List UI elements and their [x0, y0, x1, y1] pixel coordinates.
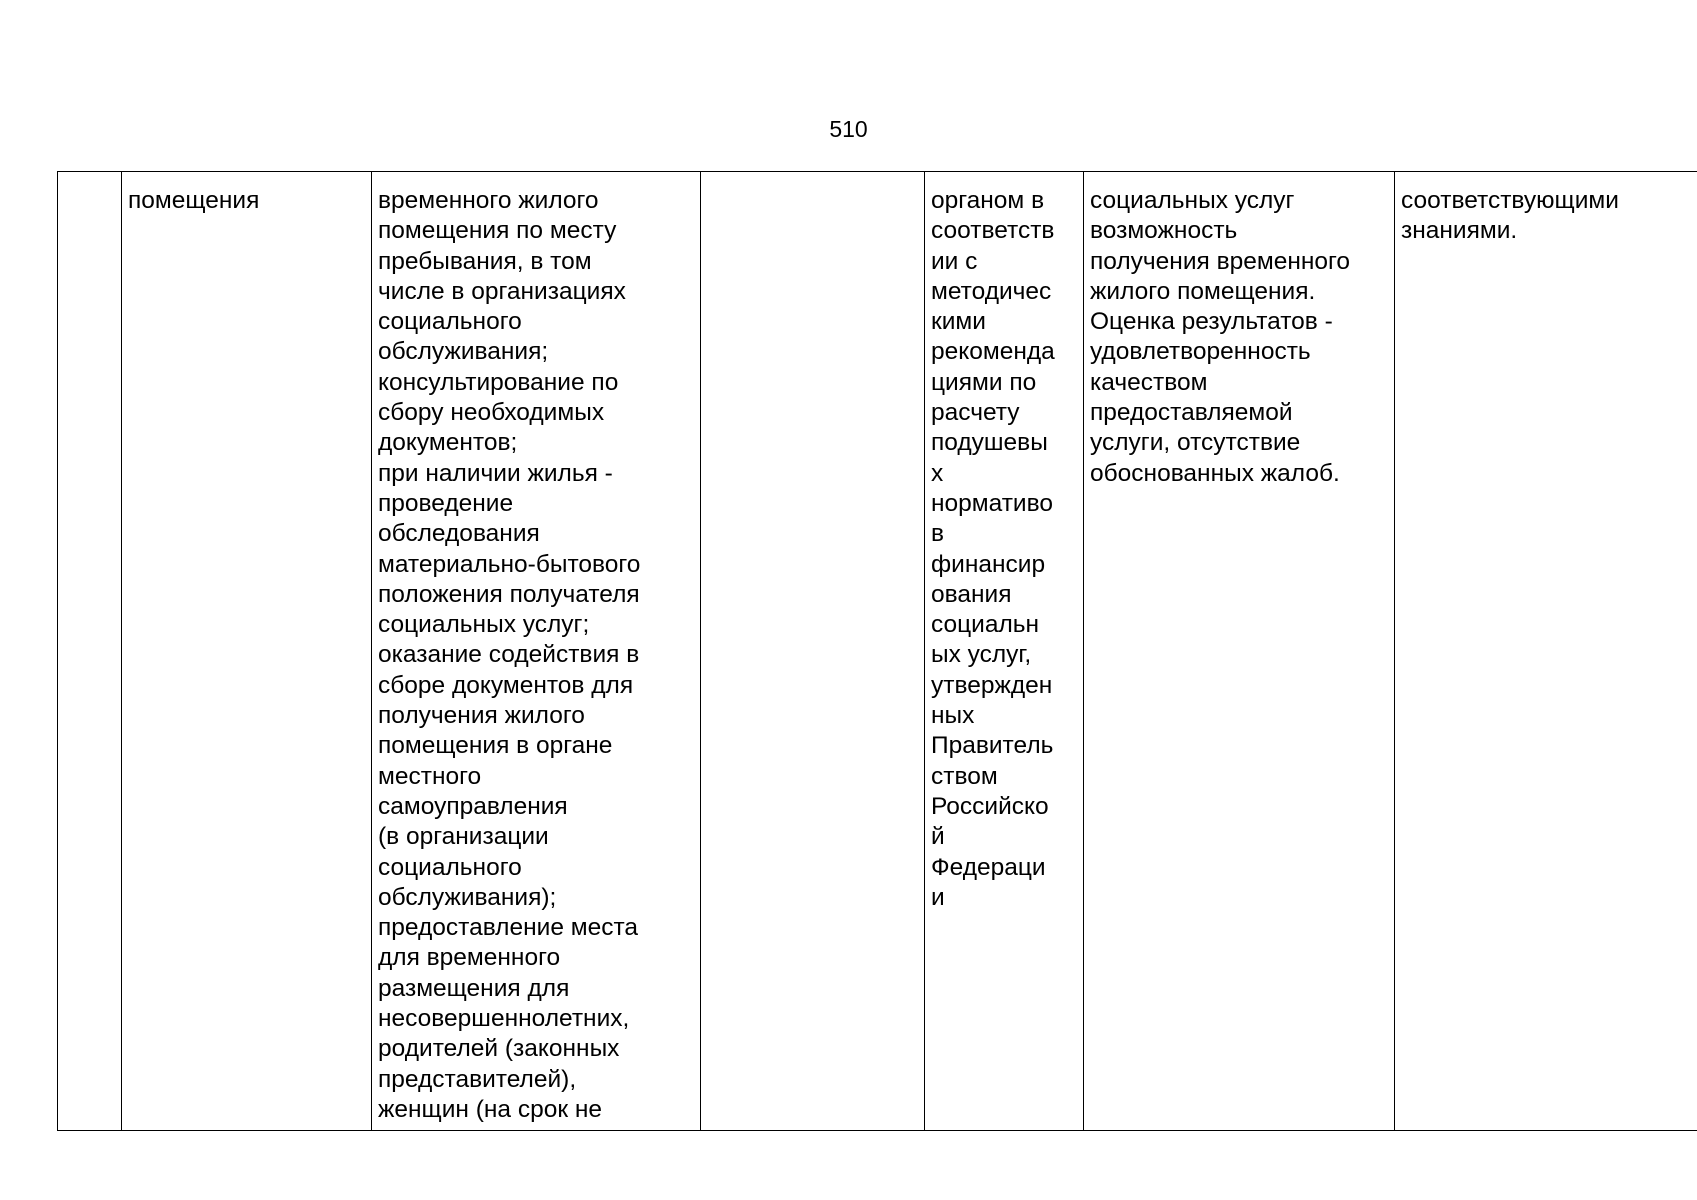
document-table	[57, 171, 1644, 1131]
services-table	[57, 171, 1697, 1131]
cell-volume	[701, 172, 925, 1131]
cell-index	[58, 172, 122, 1131]
cell-service-name: помещения	[122, 172, 372, 1131]
table-row	[58, 172, 1697, 1131]
cell-norms: органом в соответств ии с методичес кими рекоменда циями по расчету подушевы х нормативо в финансир ования социальн ых услуг, утвержден ных Правитель ством Российско й Федераци и	[925, 172, 1084, 1131]
page-number: 510	[829, 116, 868, 142]
cell-service-description: временного жилого помещения по месту пребывания, в том числе в организациях социального обслуживания; консультирование по сбору необходимых документов; при наличии жилья - проведение обследования материально-бытового положения получателя социальных услуг; оказание содействия в сборе документов для получения жилого помещения в органе местного самоуправления (в организации социального обслуживания); предоставление места для временного размещения для несовершеннолетних, родителей (законных представителей), женщин (на срок не	[372, 172, 701, 1131]
cell-conditions: соответствующими знаниями.	[1395, 172, 1697, 1131]
cell-quality-indicators: социальных услуг возможность получения временного жилого помещения. Оценка результатов - удовлетворенность качеством предоставляемой услуги, отсутствие обоснованных жалоб.	[1084, 172, 1395, 1131]
